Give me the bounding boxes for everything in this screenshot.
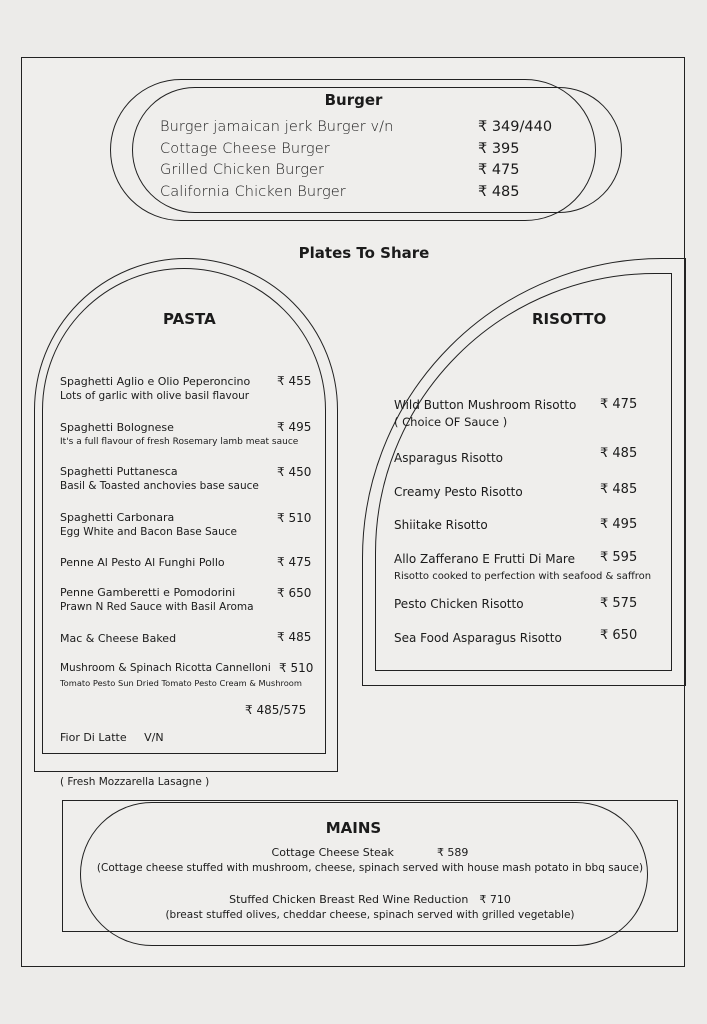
pasta-item-price: ₹ 450 [277, 465, 312, 479]
mains-item-price: ₹ 589 [436, 846, 469, 859]
pasta-item-desc: Basil & Toasted anchovies base sauce [60, 480, 259, 492]
burger-item-name: Cottage Cheese Burger [160, 141, 330, 157]
pasta-item-name: Spaghetti Bolognese [60, 421, 174, 434]
pasta-item-name: Mushroom & Spinach Ricotta Cannelloni [60, 662, 271, 674]
risotto-title: RISOTTO [532, 310, 607, 328]
mains-title: MAINS [325, 819, 382, 837]
risotto-item [394, 517, 488, 534]
mains-item [60, 846, 680, 859]
pasta-item-name: Spaghetti Puttanesca [60, 465, 178, 478]
plates-title: Plates To Share [298, 244, 430, 262]
pasta-item-price: ₹ 495 [277, 420, 312, 434]
pasta-item-desc: It's a full flavour of fresh Rosemary lamb meat sauce [60, 437, 299, 447]
pasta-item-desc: Lots of garlic with olive basil flavour [60, 390, 250, 402]
pasta-item-name: Fior Di Latte V/N [60, 731, 164, 744]
pasta-item [60, 374, 250, 404]
pasta-item-price: ₹ 485/575 [245, 703, 307, 717]
pasta-item [60, 661, 302, 691]
pasta-item-desc: Tomato Pesto Sun Dried Tomato Pesto Cream & Mushroom [60, 678, 302, 688]
burger-item-name: California Chicken Burger [160, 184, 346, 200]
risotto-item-name: Sea Food Asparagus Risotto [394, 631, 562, 645]
pasta-item [60, 631, 176, 646]
pasta-item [60, 510, 237, 540]
pasta-title: PASTA [163, 310, 216, 328]
burger-item-price: ₹ 349/440 [478, 119, 553, 135]
burger-item-price: ₹ 485 [478, 184, 520, 200]
pasta-item-price: ₹ 650 [277, 586, 312, 600]
risotto-item [394, 596, 524, 613]
burger-title: Burger [324, 91, 383, 109]
mains-item-name: Cottage Cheese Steak [271, 846, 394, 859]
pasta-item [60, 700, 209, 805]
risotto-item [394, 484, 523, 501]
risotto-item [394, 630, 562, 647]
pasta-item-price: ₹ 485 [277, 630, 312, 644]
pasta-item [60, 555, 225, 570]
risotto-item-price: ₹ 495 [600, 517, 638, 532]
risotto-item [394, 450, 503, 467]
risotto-item-name: Wild Button Mushroom Risotto [394, 398, 577, 412]
risotto-item-price: ₹ 575 [600, 596, 638, 611]
pasta-item [60, 464, 259, 494]
burger-item-price: ₹ 475 [478, 162, 520, 178]
mains-item-desc: (Cottage cheese stuffed with mushroom, cheese, spinach served with house mash potato in bbq sauce) [96, 862, 644, 874]
risotto-item-name: Shiitake Risotto [394, 518, 488, 532]
pasta-item-desc: Prawn N Red Sauce with Basil Aroma [60, 601, 254, 613]
pasta-item [60, 420, 298, 450]
risotto-item-name: Pesto Chicken Risotto [394, 597, 524, 611]
mains-item-price: ₹ 710 [479, 893, 511, 906]
risotto-item-price: ₹ 485 [600, 446, 638, 461]
pasta-item [60, 585, 254, 615]
pasta-item-price: ₹ 510 [277, 511, 312, 525]
risotto-item-price: ₹ 595 [600, 550, 638, 565]
pasta-item-desc: Egg White and Bacon Base Sauce [60, 526, 237, 538]
risotto-item-price: ₹ 485 [600, 482, 638, 497]
mains-item-desc: (breast stuffed olives, cheddar cheese, spinach served with grilled vegetable) [165, 909, 575, 921]
burger-item-price: ₹ 395 [478, 141, 520, 157]
risotto-item-name: Creamy Pesto Risotto [394, 485, 523, 499]
pasta-item-price: ₹ 475 [277, 555, 312, 569]
pasta-item-price: ₹ 510 [279, 661, 314, 675]
risotto-item-price: ₹ 475 [600, 397, 638, 412]
risotto-item-desc: Risotto cooked to perfection with seafood & saffron [394, 571, 652, 582]
risotto-item-name: Asparagus Risotto [394, 451, 504, 465]
mains-item [60, 893, 680, 906]
pasta-item-name: Mac & Cheese Baked [60, 632, 177, 645]
burger-item-name: Grilled Chicken Burger [160, 162, 325, 178]
pasta-item-name: Spaghetti Aglio e Olio Peperoncino [60, 375, 251, 388]
mains-item-name: Stuffed Chicken Breast Red Wine Reduction [229, 893, 469, 906]
pasta-item-price: ₹ 455 [277, 374, 312, 388]
pasta-item-desc: ( Fresh Mozzarella Lasagne ) [60, 776, 210, 788]
pasta-item-name: Spaghetti Carbonara [60, 511, 175, 524]
pasta-item-name: Penne Al Pesto Al Funghi Pollo [60, 556, 225, 569]
risotto-item-name: Allo Zafferano E Frutti Di Mare [394, 552, 575, 566]
risotto-item-desc: ( Choice OF Sauce ) [394, 415, 508, 429]
risotto-item [394, 397, 576, 431]
burger-item-name: Burger jamaican jerk Burger v/n [160, 119, 394, 135]
pasta-item-name: Penne Gamberetti e Pomodorini [60, 586, 236, 599]
risotto-item-price: ₹ 650 [600, 628, 638, 643]
